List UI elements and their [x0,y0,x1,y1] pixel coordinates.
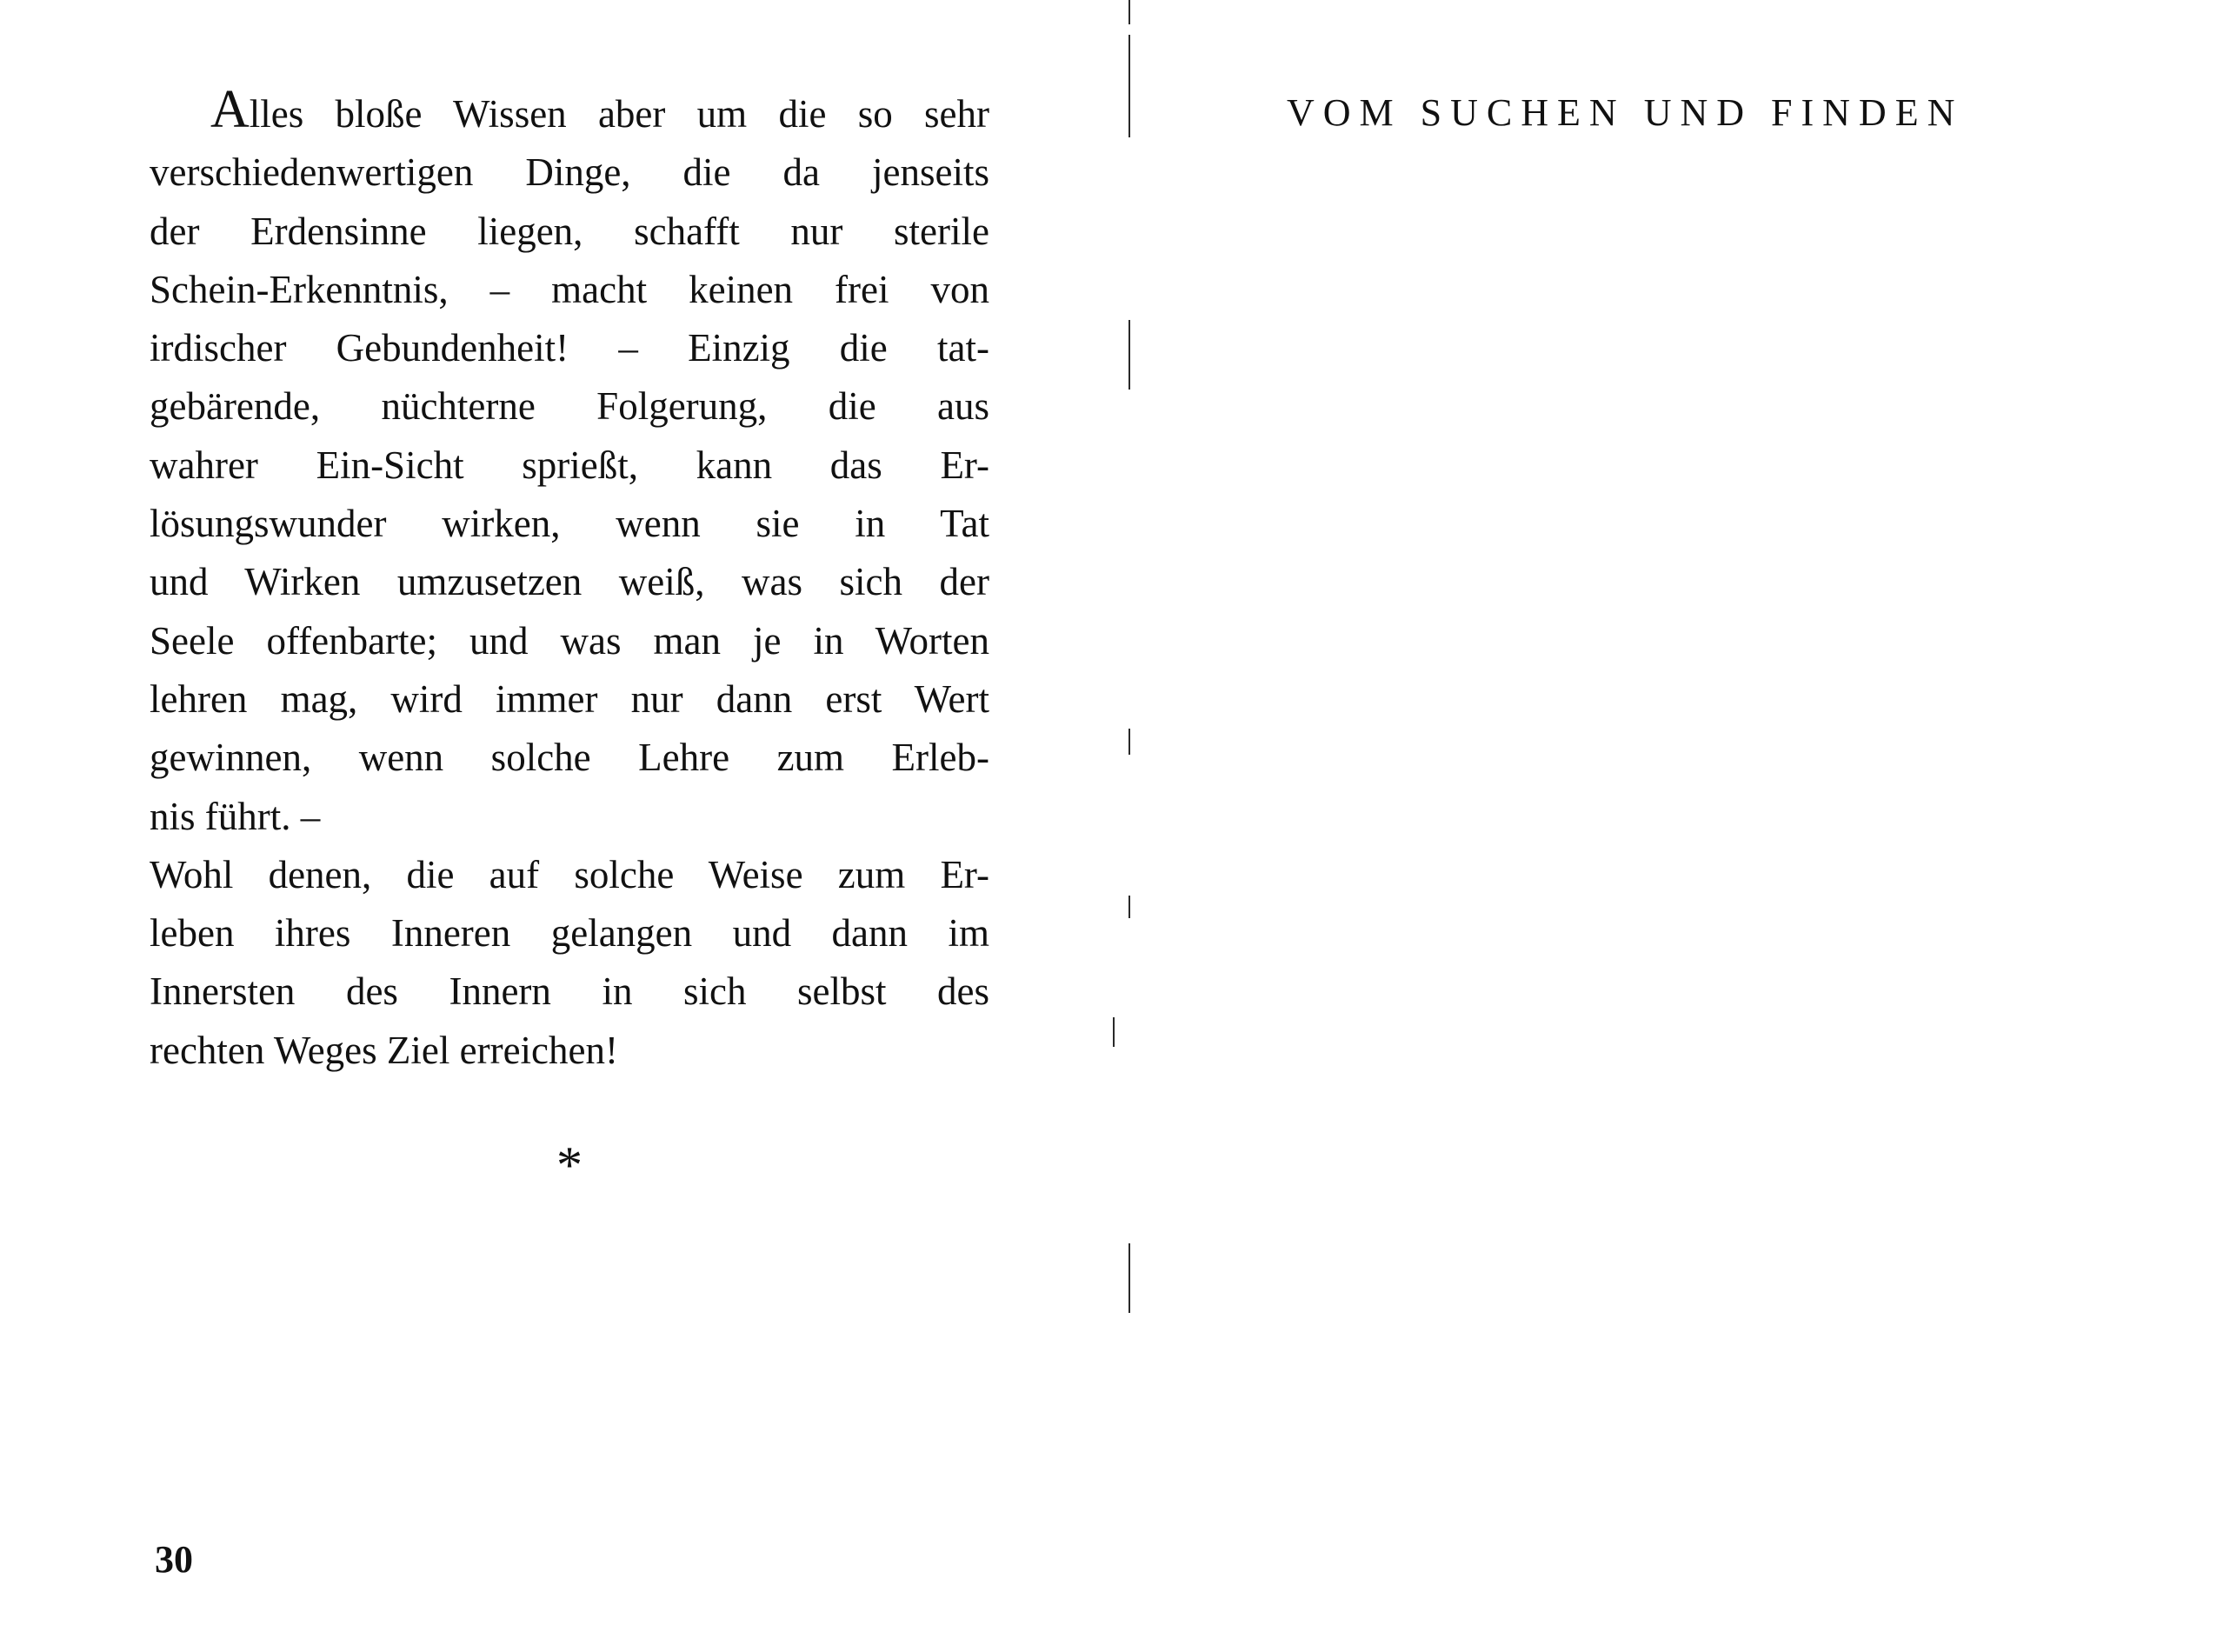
section-separator: * [556,1136,583,1194]
chapter-title: VOM SUCHEN UND FINDEN [1287,91,1964,134]
text-line: nis führt. – [150,794,321,838]
text-line: Schein-Erkenntnis, – macht keinen frei von [150,267,989,311]
text-line: lösungswunder wirken, wenn sie in Tat [150,502,989,546]
right-page [1130,0,2217,1652]
text-line: verschiedenwertigen Dinge, die da jenseits [150,150,989,195]
text-line: lehren mag, wird immer nur dann erst Wert [150,676,989,721]
text-line: gebärende, nüchterne Folgerung, die aus [150,384,989,429]
text-line: Innersten des Innern in sich selbst des [150,969,989,1014]
text-line [150,80,989,143]
gutter-mark [1113,1017,1115,1047]
text-line: und Wirken umzusetzen weiß, was sich der [150,560,989,604]
text-line: rechten Weges Ziel erreichen! [150,1028,618,1072]
text-line-rest: lles bloße Wissen aber um die so sehr [249,92,989,136]
initial-letter: A [210,80,250,139]
text-line: der Erdensinne liegen, schafft nur sterile [150,209,989,253]
page-number: 30 [155,1538,193,1581]
text-line: wahrer Ein-Sicht sprießt, kann das Er- [150,443,989,487]
text-line: Seele offenbarte; und was man je in Worten [150,618,989,663]
text-line: irdischer Gebundenheit! – Einzig die tat- [150,326,989,370]
text-line: gewinnen, wenn solche Lehre zum Erleb- [150,736,989,780]
body-text [150,80,989,1080]
text-line: Wohl denen, die auf solche Weise zum Er- [150,852,989,896]
text-line: leben ihres Inneren gelangen und dann im [150,911,989,956]
